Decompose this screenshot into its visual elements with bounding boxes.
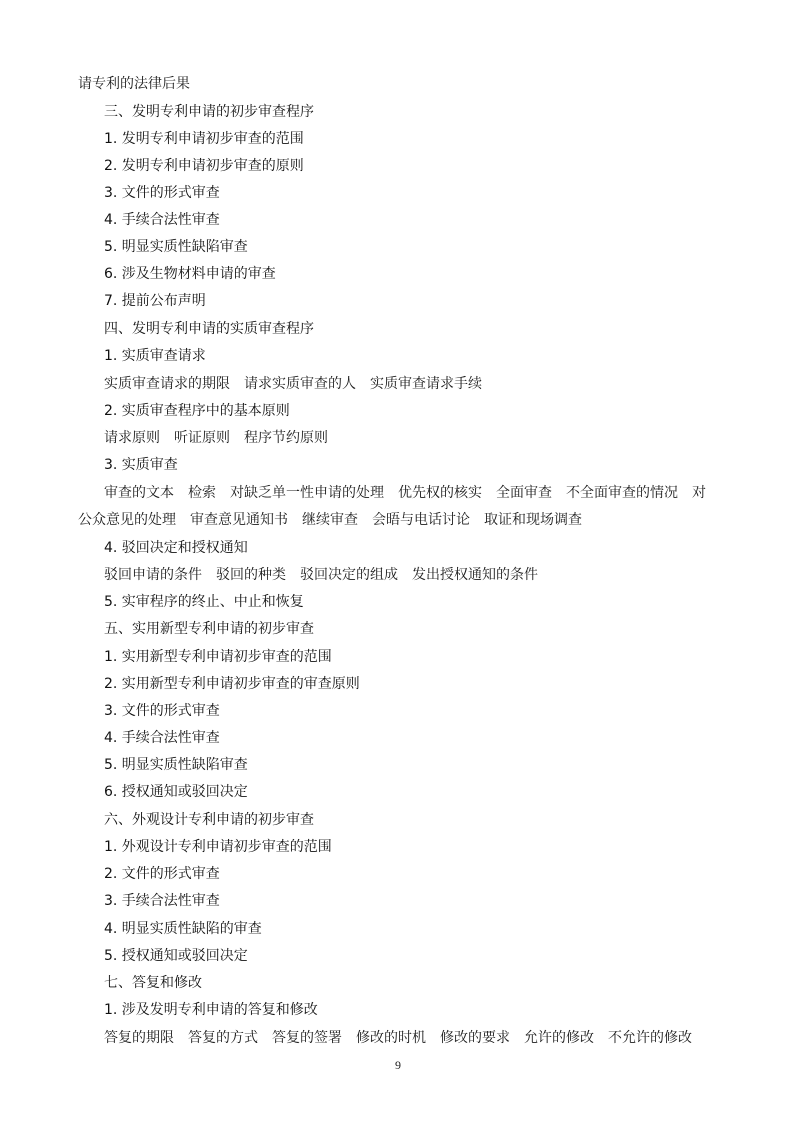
subsection-heading: 6. 授权通知或驳回决定	[104, 784, 248, 800]
subsection-heading: 1. 涉及发明专利申请的答复和修改	[104, 1002, 318, 1018]
subsection-heading: 1. 外观设计专利申请初步审查的范围	[104, 839, 332, 855]
subsection-heading: 4. 明显实质性缺陷的审查	[104, 921, 262, 937]
text-line: 请求原则 听证原则 程序节约原则	[104, 430, 328, 446]
text-paragraph: 审查的文本 检索 对缺乏单一性申请的处理 优先权的核实 全面审查 不全面审查的情况 对公众意见的处理 审查意见通知书 继续审查 会晤与电话讨论 取证和现场调查	[78, 485, 706, 528]
subsection-heading: 4. 手续合法性审查	[104, 730, 220, 746]
subsection-heading: 5. 明显实质性缺陷审查	[104, 239, 248, 255]
section-heading: 四、发明专利申请的实质审查程序	[104, 321, 314, 337]
subsection-heading: 2. 发明专利申请初步审查的原则	[104, 158, 304, 174]
subsection-heading: 1. 实质审查请求	[104, 348, 206, 364]
subsection-heading: 5. 实审程序的终止、中止和恢复	[104, 594, 304, 610]
section-heading: 五、实用新型专利申请的初步审查	[104, 621, 314, 637]
subsection-heading: 3. 实质审查	[104, 457, 178, 473]
section-heading: 七、答复和修改	[104, 975, 202, 991]
text-line: 请专利的法律后果	[78, 76, 190, 92]
section-heading: 六、外观设计专利申请的初步审查	[104, 812, 314, 828]
subsection-heading: 2. 实质审查程序中的基本原则	[104, 403, 290, 419]
subsection-heading: 3. 文件的形式审查	[104, 185, 220, 201]
text-line: 答复的期限 答复的方式 答复的签署 修改的时机 修改的要求 允许的修改 不允许的修改	[104, 1030, 692, 1046]
subsection-heading: 5. 授权通知或驳回决定	[104, 948, 248, 964]
subsection-heading: 6. 涉及生物材料申请的审查	[104, 266, 276, 282]
subsection-heading: 4. 手续合法性审查	[104, 212, 220, 228]
section-heading: 三、发明专利申请的初步审查程序	[104, 104, 314, 120]
subsection-heading: 5. 明显实质性缺陷审查	[104, 757, 248, 773]
subsection-heading: 3. 文件的形式审查	[104, 703, 220, 719]
text-line: 驳回申请的条件 驳回的种类 驳回决定的组成 发出授权通知的条件	[104, 567, 538, 583]
subsection-heading: 4. 驳回决定和授权通知	[104, 540, 248, 556]
subsection-heading: 2. 文件的形式审查	[104, 866, 220, 882]
subsection-heading: 3. 手续合法性审查	[104, 893, 220, 909]
subsection-heading: 2. 实用新型专利申请初步审查的审查原则	[104, 676, 360, 692]
text-line: 实质审查请求的期限 请求实质审查的人 实质审查请求手续	[104, 376, 482, 392]
subsection-heading: 7. 提前公布声明	[104, 293, 206, 309]
subsection-heading: 1. 实用新型专利申请初步审查的范围	[104, 649, 332, 665]
subsection-heading: 1. 发明专利申请初步审查的范围	[104, 131, 304, 147]
page-number: 9	[395, 1058, 401, 1072]
